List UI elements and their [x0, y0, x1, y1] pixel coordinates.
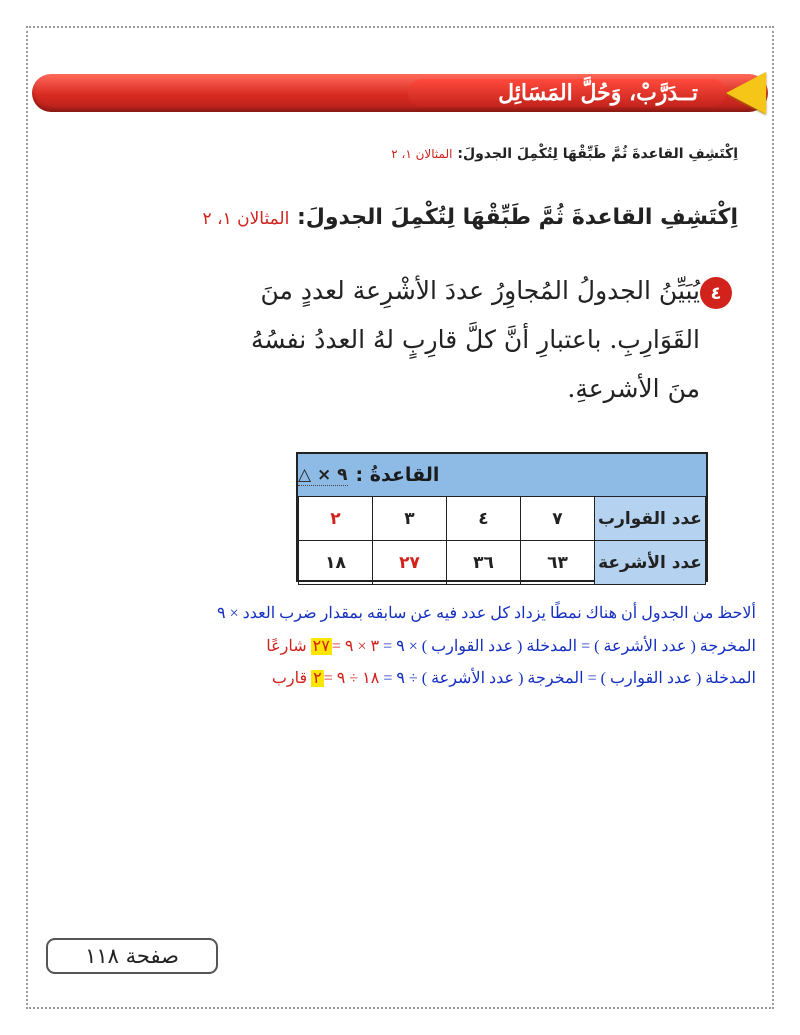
instruction-small-ref: المثالان ١، ٢ — [391, 147, 453, 161]
table-cell: ٧ — [521, 497, 595, 541]
answer-line-2-unit: شارعًا — [266, 638, 307, 655]
question-number-badge: ٤ — [700, 277, 732, 309]
table-row — [299, 497, 706, 541]
table-cell: ٢٧ — [373, 541, 447, 585]
table-cell: ٣٦ — [447, 541, 521, 585]
rule-label: القاعدةُ : — [355, 464, 440, 486]
answer-line-3-result: ٢ — [313, 670, 322, 687]
rule-table — [296, 452, 708, 582]
banner-title: تــدَرَّبْ، وَحُلَّ المَسَائِل — [498, 80, 698, 106]
rule-expression: ٩ × △ — [298, 464, 348, 485]
answer-line-1: ألاحظ من الجدول أن هناك نمطًا يزداد كل عدد فيه عن سابقه بمقدار ضرب العدد × ٩ — [216, 605, 756, 622]
answer-line-3-unit: قارب — [271, 670, 308, 687]
instruction-small — [391, 146, 738, 162]
table-cell: ٦٣ — [521, 541, 595, 585]
instruction-text: اِكْتَشِفِ القاعدةَ ثُمَّ طَبِّقْهَا لِتُكْمِلَ الجدولَ: — [297, 205, 738, 230]
rule-grid — [298, 496, 706, 585]
question-line-3: منَ الأشرعةِ. — [567, 374, 700, 403]
question-line-2: القَوَارِبِ. باعتبارِ أنَّ كلَّ قارِبٍ لهُ العددُ نفسُهُ — [250, 325, 700, 354]
answer-line-2-main: المخرجة ( عدد الأشرعة ) = المدخلة ( عدد القوارب ) × ٩ = — [383, 638, 756, 655]
row-label-boats: عدد القوارب — [595, 497, 706, 541]
answer-line-3 — [272, 668, 756, 688]
instruction-small-text: اِكْتَشِفِ القاعدةَ ثُمَّ طَبِّقْهَا لِتُكْمِلَ الجدولَ: — [457, 146, 738, 162]
instruction-ref: المثالان ١، ٢ — [202, 209, 290, 229]
table-cell: ٣ — [373, 497, 447, 541]
question-text — [250, 266, 700, 413]
question-line-1: يُبَيِّنُ الجدولُ المُجاوِرُ عددَ الأشْرِعة لعددٍ منَ — [260, 276, 700, 305]
page-number: صفحة ١١٨ — [46, 938, 218, 974]
banner-arrow-icon — [726, 72, 766, 114]
table-row — [299, 541, 706, 585]
instruction — [203, 205, 738, 230]
table-cell: ٢ — [299, 497, 373, 541]
answer-line-2-calc: ٣ × ٩ = — [331, 638, 380, 655]
answer-line-3-main: المدخلة ( عدد القوارب ) = المخرجة ( عدد الأشرعة ) ÷ ٩ = — [383, 670, 756, 687]
answer-line-2-result: ٢٧ — [312, 638, 330, 655]
rule-header — [298, 454, 706, 496]
row-label-sails: عدد الأشرعة — [595, 541, 706, 585]
answer-line-2 — [266, 636, 756, 656]
answer-line-3-calc: ١٨ ÷ ٩ = — [323, 670, 380, 687]
table-cell: ١٨ — [299, 541, 373, 585]
section-banner — [32, 74, 768, 112]
table-cell: ٤ — [447, 497, 521, 541]
